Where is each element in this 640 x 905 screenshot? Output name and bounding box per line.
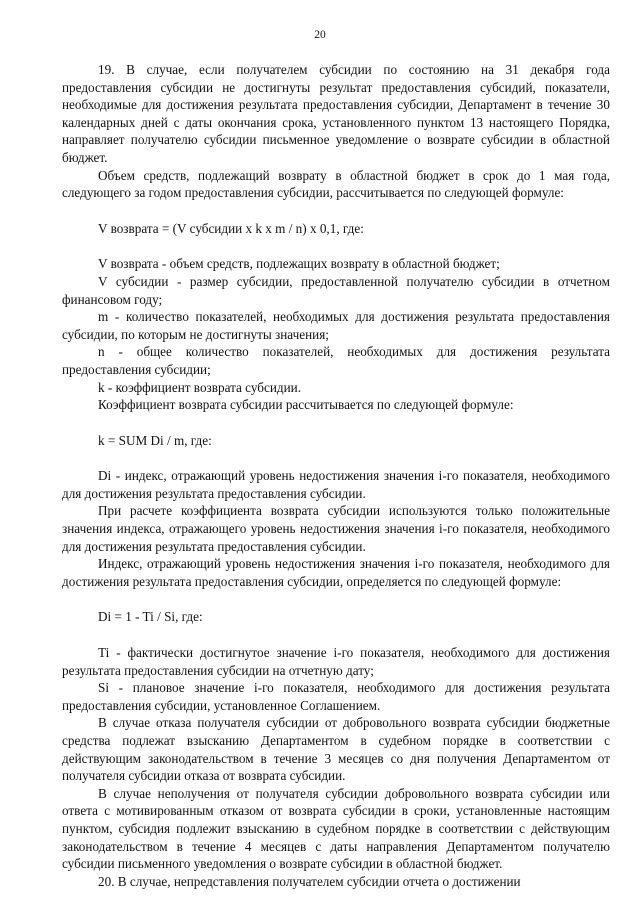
document-body <box>62 61 610 890</box>
definition-di: Di - индекс, отражающий уровень недостижения значения i-го показателя, необходимого для достижения результата предоставления субсидии. <box>62 468 610 501</box>
definition-ti: Ti - фактически достигнутое значение i-го показателя, необходимого для достижения результата предоставления субсидии на отчетную дату; <box>62 645 610 678</box>
paragraph-k-intro: Коэффициент возврата субсидии рассчитывается по следующей формуле: <box>98 397 514 413</box>
formula-return-coefficient: k = SUM Di / m, где: <box>98 432 212 448</box>
definition-k: k - коэффициент возврата субсидии. <box>98 379 301 395</box>
formula-return-volume: V возврата = (V субсидии x k x m / n) x 0,1, где: <box>98 220 364 236</box>
definition-v-subsidy: V субсидии - размер субсидии, предоставленной получателю субсидии в отчетном финансовом году; <box>62 273 610 307</box>
definition-si: Si - плановое значение i-го показателя, необходимого для достижения результата предоставления субсидии, установленное Соглашением. <box>62 680 610 713</box>
paragraph-20: 20. В случае, непредставления получателем субсидии отчета о достижении <box>98 873 521 889</box>
formula-index: Di = 1 - Ti / Si, где: <box>98 609 203 625</box>
paragraph-index-intro: Индекс, отражающий уровень недостижения значения i-го показателя, необходимого для достижения результата предоставления субсидии, определяется по следующей формуле: <box>62 556 610 589</box>
definition-v-return: V возврата - объем средств, подлежащих возврату в областной бюджет; <box>98 256 500 272</box>
paragraph-positive-only: При расчете коэффициента возврата субсидии используются только положительные значения индекса, отражающего уровень недостижения значения i-го показателя, необходимого для достижения результата предоставления субсидии. <box>62 503 610 554</box>
paragraph-19: 19. В случае, если получателем субсидии по состоянию на 31 декабря года предоставления субсидии не достигнуты результат предоставления субсидий, показатели, необходимые для достижения результата предоставления субсидии, Департамент в течение 30 календарных дней с даты окончания срока, установленного пунктом 13 настоящего Порядка, направляет получателю субсидии письменное уведомление о возврате субсидии в областной бюджет. <box>62 62 610 165</box>
page-number: 20 <box>314 29 326 41</box>
paragraph-refusal: В случае отказа получателя субсидии от добровольного возврата субсидии бюджетные средства подлежат взысканию Департаментом в судебном порядке в соответствии с действующим законодательством в течение 3 месяцев со дня получения Департаментом от получателя субсидии отказа от возврата субсидии. <box>62 715 610 784</box>
definition-m: m - количество показателей, необходимых для достижения результата предоставления субсидии, по которым не достигнуты значения; <box>62 309 610 342</box>
definition-n: n - общее количество показателей, необходимых для достижения результата предоставления субсидии; <box>62 344 610 377</box>
paragraph-volume-intro: Объем средств, подлежащий возврату в областной бюджет в срок до 1 мая года, следующего за годом предоставления субсидии, рассчитывается по следующей формуле: <box>62 167 610 201</box>
paragraph-no-answer: В случае неполучения от получателя субсидии добровольного возврата субсидии или ответа с мотивированным отказом от возврата субсидии в сроки, установленные настоящим пунктом, субсидия подлежит взысканию в судебном порядке в соответствии с действующим законодательством в течение 4 месяцев с даты направления Департаментом получателю субсидии письменного уведомления о возврате субсидии в областной бюджет. <box>62 785 610 872</box>
